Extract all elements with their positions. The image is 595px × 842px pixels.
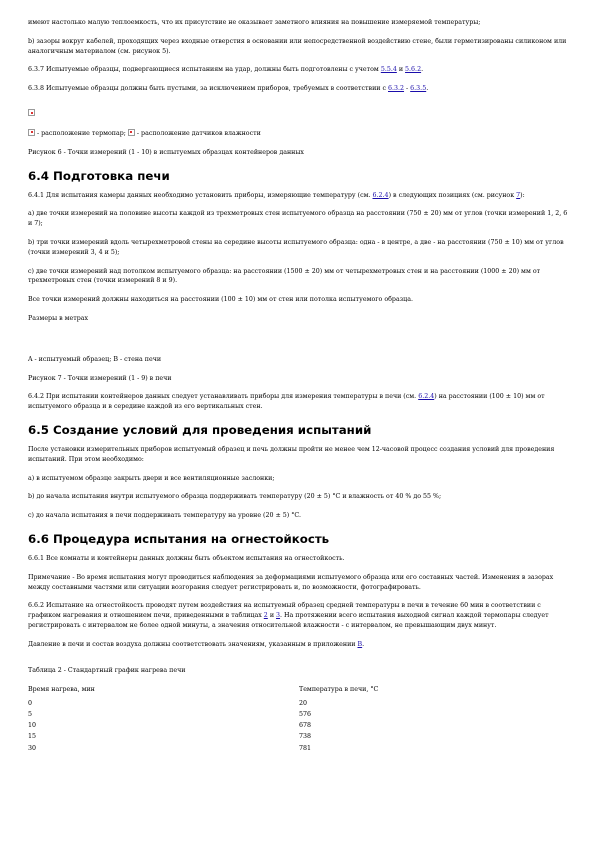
figure-6-legend [28, 129, 570, 139]
figure-7-image-space [28, 333, 570, 355]
legend-humidity-sensors: - расположение датчиков влажности [134, 129, 261, 137]
cell-temperature: 20 [299, 699, 308, 707]
table-caption: Таблица 2 - Стандартный график нагрева печи [28, 666, 186, 674]
text: . [362, 640, 365, 648]
cell-time: 15 [28, 733, 37, 741]
cell-temperature: 738 [299, 733, 312, 741]
section-heading-6-6: 6.6 Процедура испытания на огнестойкость [28, 531, 330, 546]
link-5-5-4[interactable]: 5.5.4 [380, 66, 397, 74]
legend-thermocouples: - расположение термопар; [35, 129, 128, 137]
cell-temperature: 781 [299, 744, 312, 752]
text: 6.6.2 Испытание на огнестойкость проводят путем воздействия на испытуемый образец средней температуры в печи в течение 60 мин в соответствии с графиком нагревания и отношением печи, приведенными в таблицах [28, 602, 541, 620]
cell-time: 0 [28, 699, 33, 707]
paragraph: имеют настолько малую теплоемкость, что их присутствие не оказывает заметного влияния на повышение измеряемой температуры; [28, 19, 481, 26]
text: ): [520, 191, 525, 199]
link-6-3-5[interactable]: 6.3.5 [410, 85, 427, 93]
table-row [28, 744, 499, 755]
link-6-3-2[interactable]: 6.3.2 [388, 85, 405, 93]
paragraph: Все точки измерений должны находиться на расстоянии (100 ± 10) мм от стен или потолка испытуемого образца. [28, 296, 413, 304]
text: 6.4.2 При испытании контейнеров данных следует устанавливать приборы для измерения температуры в печи (см. [28, 393, 419, 401]
paragraph: b) три точки измерений вдоль четырехметровой стены на середине высоты испытуемого образца: одна - в центре, а две - на расстоянии (750 ± 10) мм от углов (точки измерений 3, 4 и 5); [28, 238, 564, 256]
cell-time: 10 [28, 722, 37, 730]
paragraph: b) зазоры вокруг кабелей, проходящих через входные отверстия в основании или непосредственной воздействию стене, были герметизированы силиконом или аналогичным материалом (см. рисунок 5). [28, 37, 567, 55]
figure-6-image [28, 103, 570, 123]
link-6-2-4[interactable]: 6.2.4 [418, 393, 435, 401]
paragraph: b) до начала испытания внутри испытуемого образца поддерживать температуру (20 ± 5) °C и влажность от 40 % до 55 %; [28, 493, 442, 501]
text: . [421, 66, 424, 74]
paragraph: 6.6.1 Все комнаты и контейнеры данных должны быть объектом испытания на огнестойкость. [28, 554, 345, 562]
paragraph: c) до начала испытания в печи поддерживать температуру на уровне (20 ± 5) °C. [28, 512, 301, 520]
figure-7-sizes-note: Размеры в метрах [28, 314, 89, 322]
text: ) на расстоянии (100 ± 10) мм от испытуемого образца и в середине каждой из его вертикальных стен. [28, 393, 545, 411]
paragraph-pressure [28, 640, 570, 650]
table-row [28, 699, 499, 710]
paragraph: c) две точки измерений над потолком испытуемого образца: на расстоянии (1500 ± 20) мм от четырехметровых стен и на расстоянии (1000 ± 20) мм от трехметровых стен (точки измерений 8 и 9). [28, 267, 541, 285]
link-5-6-2[interactable]: 5.6.2 [405, 66, 422, 74]
figure-6-caption: Рисунок 6 - Точки измерений (1 - 10) в испытуемых образцах контейнеров данных [28, 148, 304, 156]
paragraph-6-4-1 [28, 191, 570, 201]
paragraph-6-3-8 [28, 84, 570, 94]
text: . [426, 85, 429, 93]
table-row [28, 710, 499, 721]
paragraph-6-6-2 [28, 601, 570, 630]
text: 6.3.8 Испытуемые образцы должны быть пустыми, за исключением приборов, требуемых в соответствии с [28, 85, 388, 93]
broken-image-icon [28, 129, 35, 136]
text: и [396, 66, 406, 74]
paragraph: а) две точки измерений на половине высоты каждой из трехметровых стен испытуемого образца на расстоянии (750 ± 20) мм от углов (точки измерений 1, 2, 6 и 7); [28, 210, 568, 228]
table-header-row [28, 685, 499, 698]
paragraph: После установки измерительных приборов испытуемый образец и печь должны пройти не менее чем 12-часовой процесс создания условий для проведения испытаний. При этом необходимо: [28, 445, 555, 463]
text: - [404, 85, 411, 93]
figure-7-caption: Рисунок 7 - Точки измерений (1 - 9) в печи [28, 374, 172, 382]
figure-7-legend: A - испытуемый образец; B - стена печи [28, 355, 162, 363]
broken-image-icon [28, 109, 35, 116]
link-table-2[interactable]: 2 [263, 612, 268, 620]
section-heading-6-4: 6.4 Подготовка печи [28, 168, 170, 183]
table-row [28, 721, 499, 732]
paragraph: а) в испытуемом образце закрыть двери и все вентиляционные заслонки; [28, 474, 275, 482]
column-header-time: Время нагрева, мин [28, 686, 95, 694]
note-paragraph: Примечание - Во время испытания могут проводиться наблюдения за деформациями испытуемого образца или его составных частей. Изменения в зазорах между составными частями или ситуации возгорания следует регистрировать и, по возможности, фотографировать. [28, 573, 554, 591]
text: Давление в печи и состав воздуха должны соответствовать значениям, указанным в приложении [28, 640, 358, 648]
text: . На протяжении всего испытания выходной сигнал каждой термопары следует регистрировать с интервалом не более одной минуты, а значения относительной влажности - с интервалом, не превышающим двух минут. [28, 612, 549, 629]
table-row [28, 732, 499, 743]
paragraph-6-4-2 [28, 392, 570, 412]
link-table-3[interactable]: 3 [276, 612, 281, 620]
column-header-temperature: Температура в печи, °C [299, 686, 379, 694]
text: ) в следующих позициях (см. рисунок [388, 191, 517, 199]
paragraph-6-3-7 [28, 65, 570, 75]
link-6-2-4[interactable]: 6.2.4 [372, 191, 389, 199]
section-heading-6-5: 6.5 Создание условий для проведения испытаний [28, 422, 372, 437]
link-appendix-b[interactable]: В [357, 640, 363, 648]
cell-time: 5 [28, 710, 33, 718]
cell-time: 30 [28, 744, 37, 752]
cell-temperature: 678 [299, 722, 312, 730]
text: 6.3.7 Испытуемые образцы, подвергающиеся испытаниям на удар, должны быть подготовлены с учетом [28, 66, 381, 74]
document-content [28, 18, 570, 755]
heating-schedule-table [28, 685, 499, 755]
text: и [267, 612, 277, 620]
text: 6.4.1 Для испытания камеры данных необходимо установить приборы, измеряющие температуру (см. [28, 191, 373, 199]
cell-temperature: 576 [299, 710, 312, 718]
link-figure-7[interactable]: 7 [516, 191, 521, 199]
broken-image-icon [128, 129, 135, 136]
